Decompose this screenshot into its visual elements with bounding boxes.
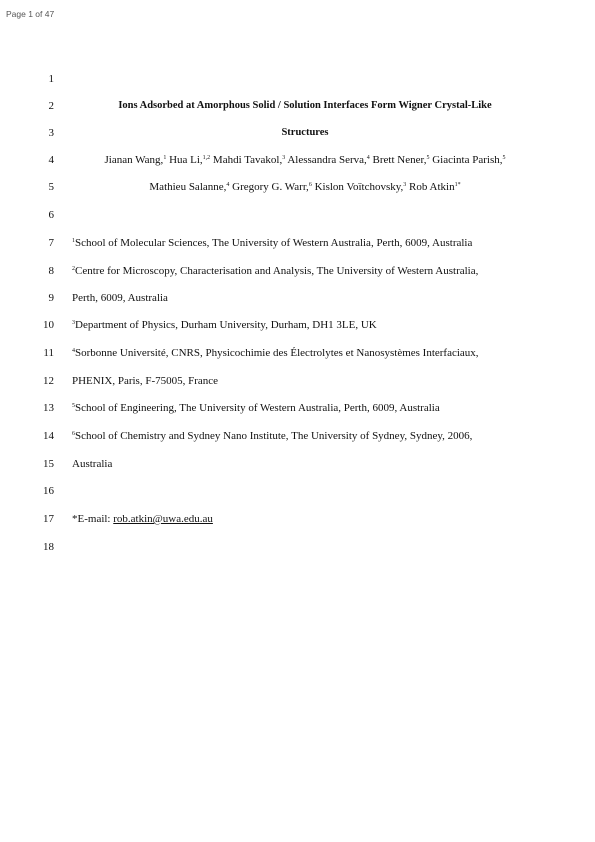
line-number: 18 [43,541,54,553]
author-affiliation-mark: 5 [426,155,430,161]
affiliation-text: Sorbonne Université, CNRS, Physicochimie des Électrolytes et Nanosystèmes Interfaciaux, [75,347,479,359]
author-line-1 [60,153,550,167]
line-number: 10 [43,319,54,331]
email-label: *E-mail: [72,513,114,525]
author-name: Alessandra Serva, [285,154,367,166]
affiliation-4 [72,346,532,360]
author-name: Hua Li, [166,154,203,166]
affiliation-text: School of Chemistry and Sydney Nano Institute, The University of Sydney, Sydney, 2006, [75,430,473,442]
paper-title-line-2: Structures [281,127,329,138]
author-affiliation-mark: 3 [282,155,286,161]
affiliation-mark: 6 [72,431,75,437]
affiliation-6 [72,429,532,443]
line-number: 7 [48,237,54,249]
author-affiliation-mark: 3 [403,182,407,188]
line-number: 4 [48,154,54,166]
author-affiliation-mark: 1,2 [202,155,211,161]
affiliation-mark: 4 [72,348,75,354]
line-number: 5 [48,181,54,193]
line-number: 6 [48,209,54,221]
paper-title-line-1: Ions Adsorbed at Amorphous Solid / Solution Interfaces Form Wigner Crystal-Like [118,100,492,111]
author-name: Mathieu Salanne, [149,181,227,193]
author-affiliation-mark: 4 [366,155,370,161]
author-line-2 [60,180,550,194]
author-name: Gregory G. Warr, [229,181,309,193]
author-name: Rob Atkin [406,181,455,193]
line-number: 2 [48,100,54,112]
page-counter: Page 1 of 47 [6,9,55,19]
affiliation-3 [72,318,532,332]
affiliation-2-continued: Perth, 6009, Australia [72,292,168,304]
line-number: 14 [43,430,54,442]
affiliation-text: Centre for Microscopy, Characterisation and Analysis, The University of Western Australia, [75,265,479,277]
line-number: 11 [43,347,54,359]
line-number: 8 [48,265,54,277]
author-affiliation-mark: 5 [502,155,506,161]
affiliation-text: Department of Physics, Durham University, Durham, DH1 3LE, UK [75,319,377,331]
line-number: 12 [43,375,54,387]
author-name: Kislon Voïtchovsky, [311,181,404,193]
line-number: 17 [43,513,54,525]
author-name: Giacinta Parish, [429,154,503,166]
affiliation-5 [72,401,532,415]
affiliation-1 [72,236,532,250]
line-number: 3 [48,127,54,139]
affiliation-mark: 3 [72,320,75,326]
line-number: 13 [43,402,54,414]
line-number: 9 [48,292,54,304]
affiliation-mark: 2 [72,266,75,272]
author-name: Mahdi Tavakol, [210,154,283,166]
author-name: Brett Nener, [369,154,427,166]
author-affiliation-mark: 1 [163,155,167,161]
line-number: 15 [43,458,54,470]
affiliation-text: School of Engineering, The University of Western Australia, Perth, 6009, Australia [75,402,440,414]
author-affiliation-mark: 1* [454,182,461,188]
affiliation-6-continued: Australia [72,458,113,470]
line-number: 16 [43,485,54,497]
line-number: 1 [48,73,54,85]
contact-line [72,512,532,526]
affiliation-mark: 1 [72,238,75,244]
affiliation-mark: 5 [72,403,75,409]
affiliation-text: School of Molecular Sciences, The University of Western Australia, Perth, 6009, Australia [75,237,473,249]
affiliation-4-continued: PHENIX, Paris, F-75005, France [72,375,219,387]
author-affiliation-mark: 6 [308,182,312,188]
author-affiliation-mark: 4 [226,182,230,188]
affiliation-2 [72,264,532,278]
email-link[interactable]: rob.atkin@uwa.edu.au [113,513,213,525]
author-name: Jianan Wang, [104,154,164,166]
